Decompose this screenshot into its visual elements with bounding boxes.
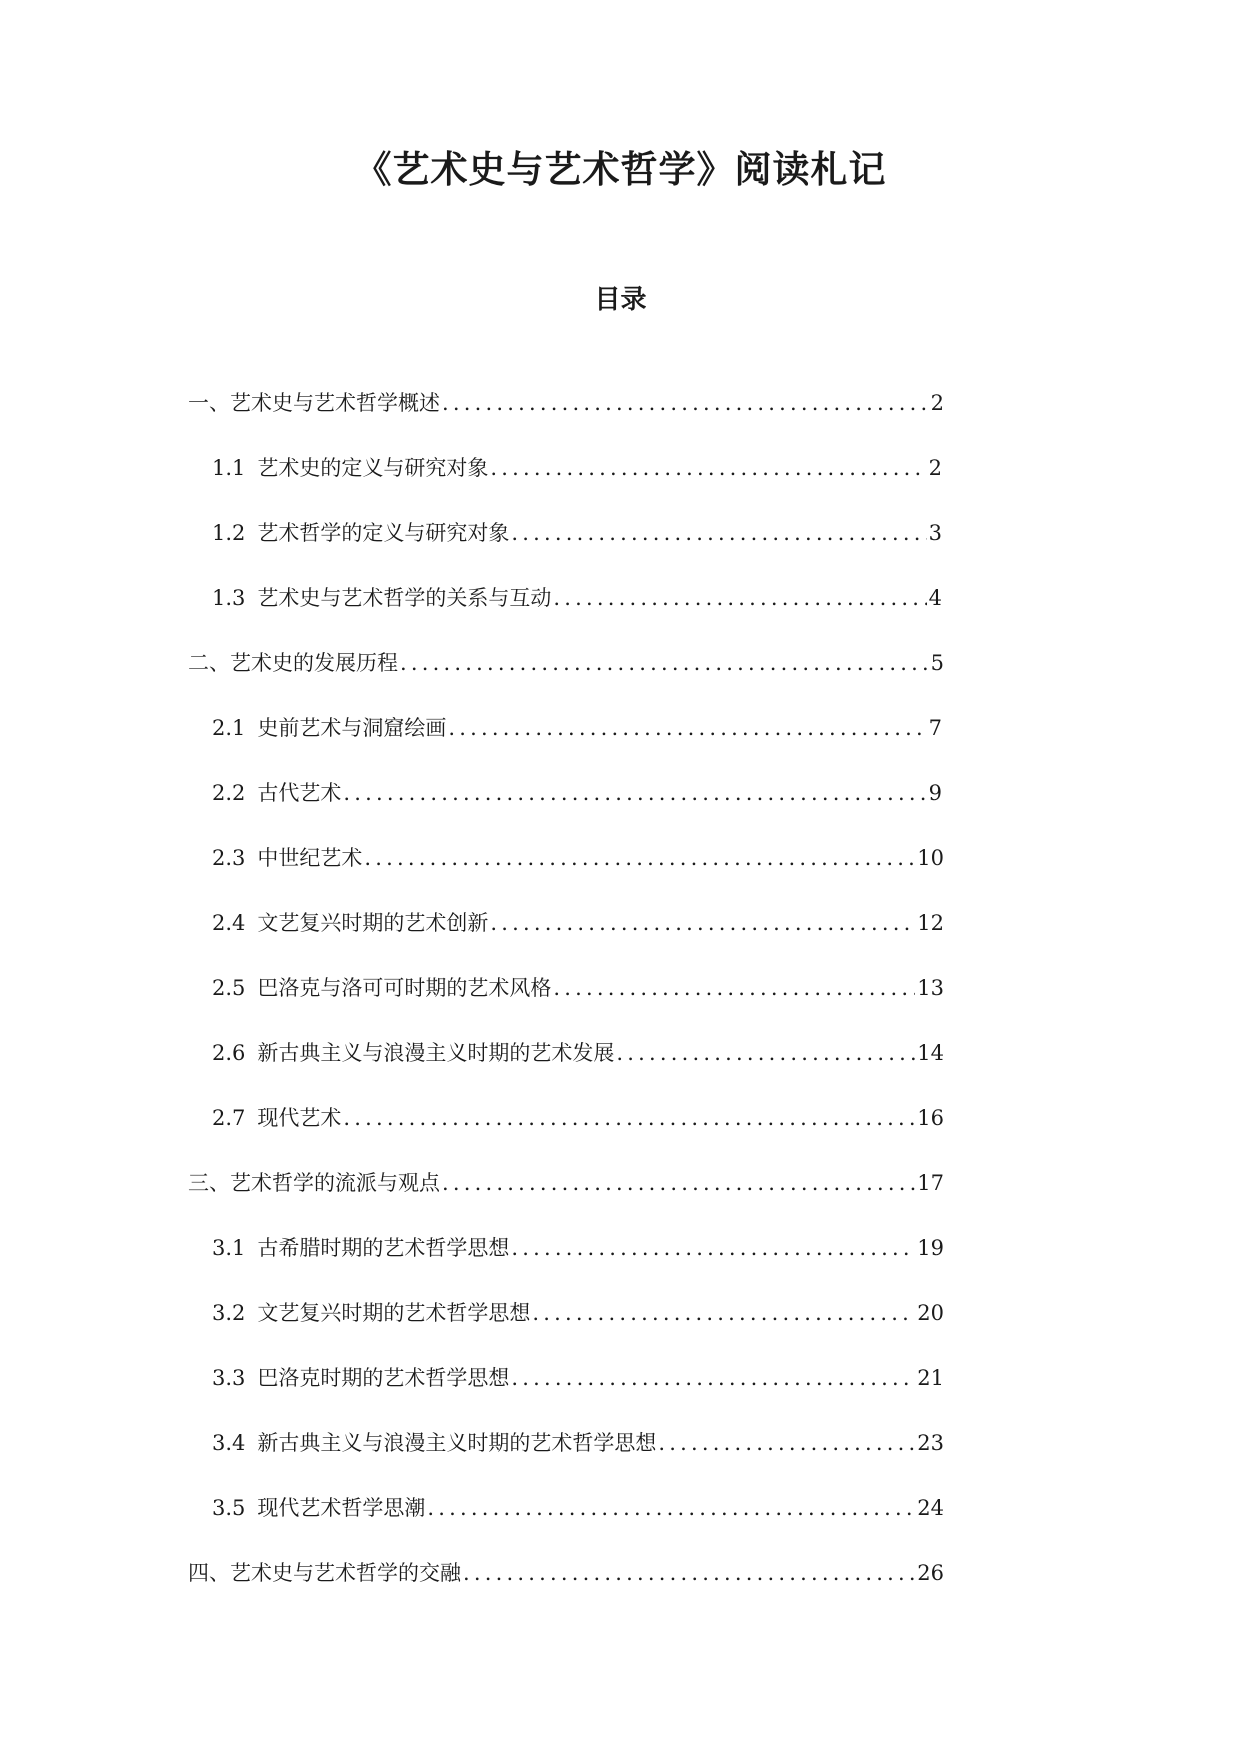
- toc-entry[interactable]: [212, 1491, 944, 1525]
- toc-entry[interactable]: [212, 1296, 944, 1330]
- toc-entry[interactable]: [212, 971, 944, 1005]
- toc-entry-title: 艺术史与艺术哲学的关系与互动: [257, 586, 552, 610]
- toc-entry-number: 1.1: [212, 456, 246, 480]
- toc-heading: 目录: [594, 285, 647, 315]
- toc-entry-number: 2.3: [212, 846, 246, 870]
- toc-entry-title: 艺术史的定义与研究对象: [257, 456, 489, 480]
- toc-entry[interactable]: [212, 711, 942, 745]
- toc-entry-title: 一、艺术史与艺术哲学概述: [188, 391, 440, 415]
- toc-entry[interactable]: [212, 1426, 944, 1460]
- document-title: 《艺术史与艺术哲学》阅读札记: [354, 148, 887, 191]
- toc-page-number: 19: [917, 1236, 944, 1260]
- toc-entry-title: 文艺复兴时期的艺术哲学思想: [257, 1301, 531, 1325]
- toc-entry[interactable]: [212, 1361, 944, 1395]
- toc-dot-leader: [511, 1231, 915, 1265]
- toc-entry-number: 2.4: [212, 911, 246, 935]
- toc-entry[interactable]: [188, 1166, 944, 1200]
- toc-entry-title: 古希腊时期的艺术哲学思想: [257, 1236, 510, 1260]
- toc-entry[interactable]: [212, 1036, 944, 1070]
- toc-page-number: 5: [930, 651, 944, 675]
- toc-entry-number: 2.2: [212, 781, 246, 805]
- toc-page-number: 4: [928, 586, 942, 610]
- toc-entry-title: 新古典主义与浪漫主义时期的艺术发展: [257, 1041, 615, 1065]
- toc-entry[interactable]: [212, 776, 942, 810]
- toc-page-number: 16: [917, 1106, 944, 1130]
- toc-page-number: 2: [930, 391, 944, 415]
- toc-page-number: 23: [917, 1431, 944, 1455]
- toc-entry-number: 2.6: [212, 1041, 246, 1065]
- toc-entry-title: 巴洛克时期的艺术哲学思想: [257, 1366, 510, 1390]
- toc-dot-leader: [553, 581, 926, 615]
- toc-entry-title: 新古典主义与浪漫主义时期的艺术哲学思想: [257, 1431, 657, 1455]
- toc-entry[interactable]: [188, 646, 944, 680]
- toc-entry[interactable]: [212, 451, 942, 485]
- toc-entry-title: 艺术哲学的定义与研究对象: [257, 521, 510, 545]
- toc-dot-leader: [400, 646, 929, 680]
- toc-page-number: 7: [928, 716, 942, 740]
- toc-entry-number: 2.7: [212, 1106, 246, 1130]
- toc-dot-leader: [442, 386, 929, 420]
- toc-entry[interactable]: [212, 1101, 944, 1135]
- toc-dot-leader: [553, 971, 915, 1005]
- toc-entry-number: 3.2: [212, 1301, 246, 1325]
- toc-dot-leader: [532, 1296, 915, 1330]
- toc-entry-number: 3.1: [212, 1236, 246, 1260]
- toc-entry-number: 1.2: [212, 521, 246, 545]
- toc-dot-leader: [658, 1426, 915, 1460]
- toc-entry-title: 巴洛克与洛可可时期的艺术风格: [257, 976, 552, 1000]
- toc-entry-title: 四、艺术史与艺术哲学的交融: [188, 1561, 461, 1585]
- toc-entry[interactable]: [212, 906, 944, 940]
- toc-dot-leader: [442, 1166, 915, 1200]
- toc-page-number: 13: [917, 976, 944, 1000]
- toc-dot-leader: [427, 1491, 915, 1525]
- toc-entry-number: 3.3: [212, 1366, 246, 1390]
- toc-entry-number: 3.4: [212, 1431, 246, 1455]
- toc-entry-title: 现代艺术哲学思潮: [257, 1496, 426, 1520]
- toc-page-number: 2: [928, 456, 942, 480]
- toc-entry-title: 三、艺术哲学的流派与观点: [188, 1171, 440, 1195]
- toc-dot-leader: [490, 451, 926, 485]
- toc-entry-title: 文艺复兴时期的艺术创新: [257, 911, 489, 935]
- toc-dot-leader: [448, 711, 926, 745]
- toc-page-number: 12: [917, 911, 944, 935]
- toc-entry-title: 史前艺术与洞窟绘画: [257, 716, 447, 740]
- toc-page-number: 21: [917, 1366, 944, 1390]
- toc-entry[interactable]: [188, 1556, 944, 1590]
- toc-page-number: 3: [928, 521, 942, 545]
- toc-entry-title: 二、艺术史的发展历程: [188, 651, 398, 675]
- toc-entry[interactable]: [212, 516, 942, 550]
- toc-entry-title: 古代艺术: [257, 781, 342, 805]
- toc-page-number: 10: [917, 846, 944, 870]
- toc-entry-number: 3.5: [212, 1496, 246, 1520]
- toc-page-number: 24: [917, 1496, 944, 1520]
- toc-entry[interactable]: [212, 1231, 944, 1265]
- toc-page-number: 26: [917, 1561, 944, 1585]
- toc-dot-leader: [343, 1101, 915, 1135]
- toc-entry[interactable]: [188, 386, 944, 420]
- toc-page-number: 14: [917, 1041, 944, 1065]
- toc-entry-number: 2.5: [212, 976, 246, 1000]
- toc-dot-leader: [511, 516, 926, 550]
- toc-dot-leader: [343, 776, 926, 810]
- toc-entry-number: 1.3: [212, 586, 246, 610]
- toc-dot-leader: [616, 1036, 915, 1070]
- toc-dot-leader: [364, 841, 915, 875]
- toc-page-number: 17: [917, 1171, 944, 1195]
- toc-entry-number: 2.1: [212, 716, 246, 740]
- toc-page-number: 20: [917, 1301, 944, 1325]
- toc-entry-title: 中世纪艺术: [257, 846, 363, 870]
- toc-entry-title: 现代艺术: [257, 1106, 342, 1130]
- toc-page-number: 9: [928, 781, 942, 805]
- toc-dot-leader: [463, 1556, 915, 1590]
- toc-entry[interactable]: [212, 581, 942, 615]
- toc-dot-leader: [490, 906, 915, 940]
- toc-dot-leader: [511, 1361, 915, 1395]
- toc-entry[interactable]: [212, 841, 944, 875]
